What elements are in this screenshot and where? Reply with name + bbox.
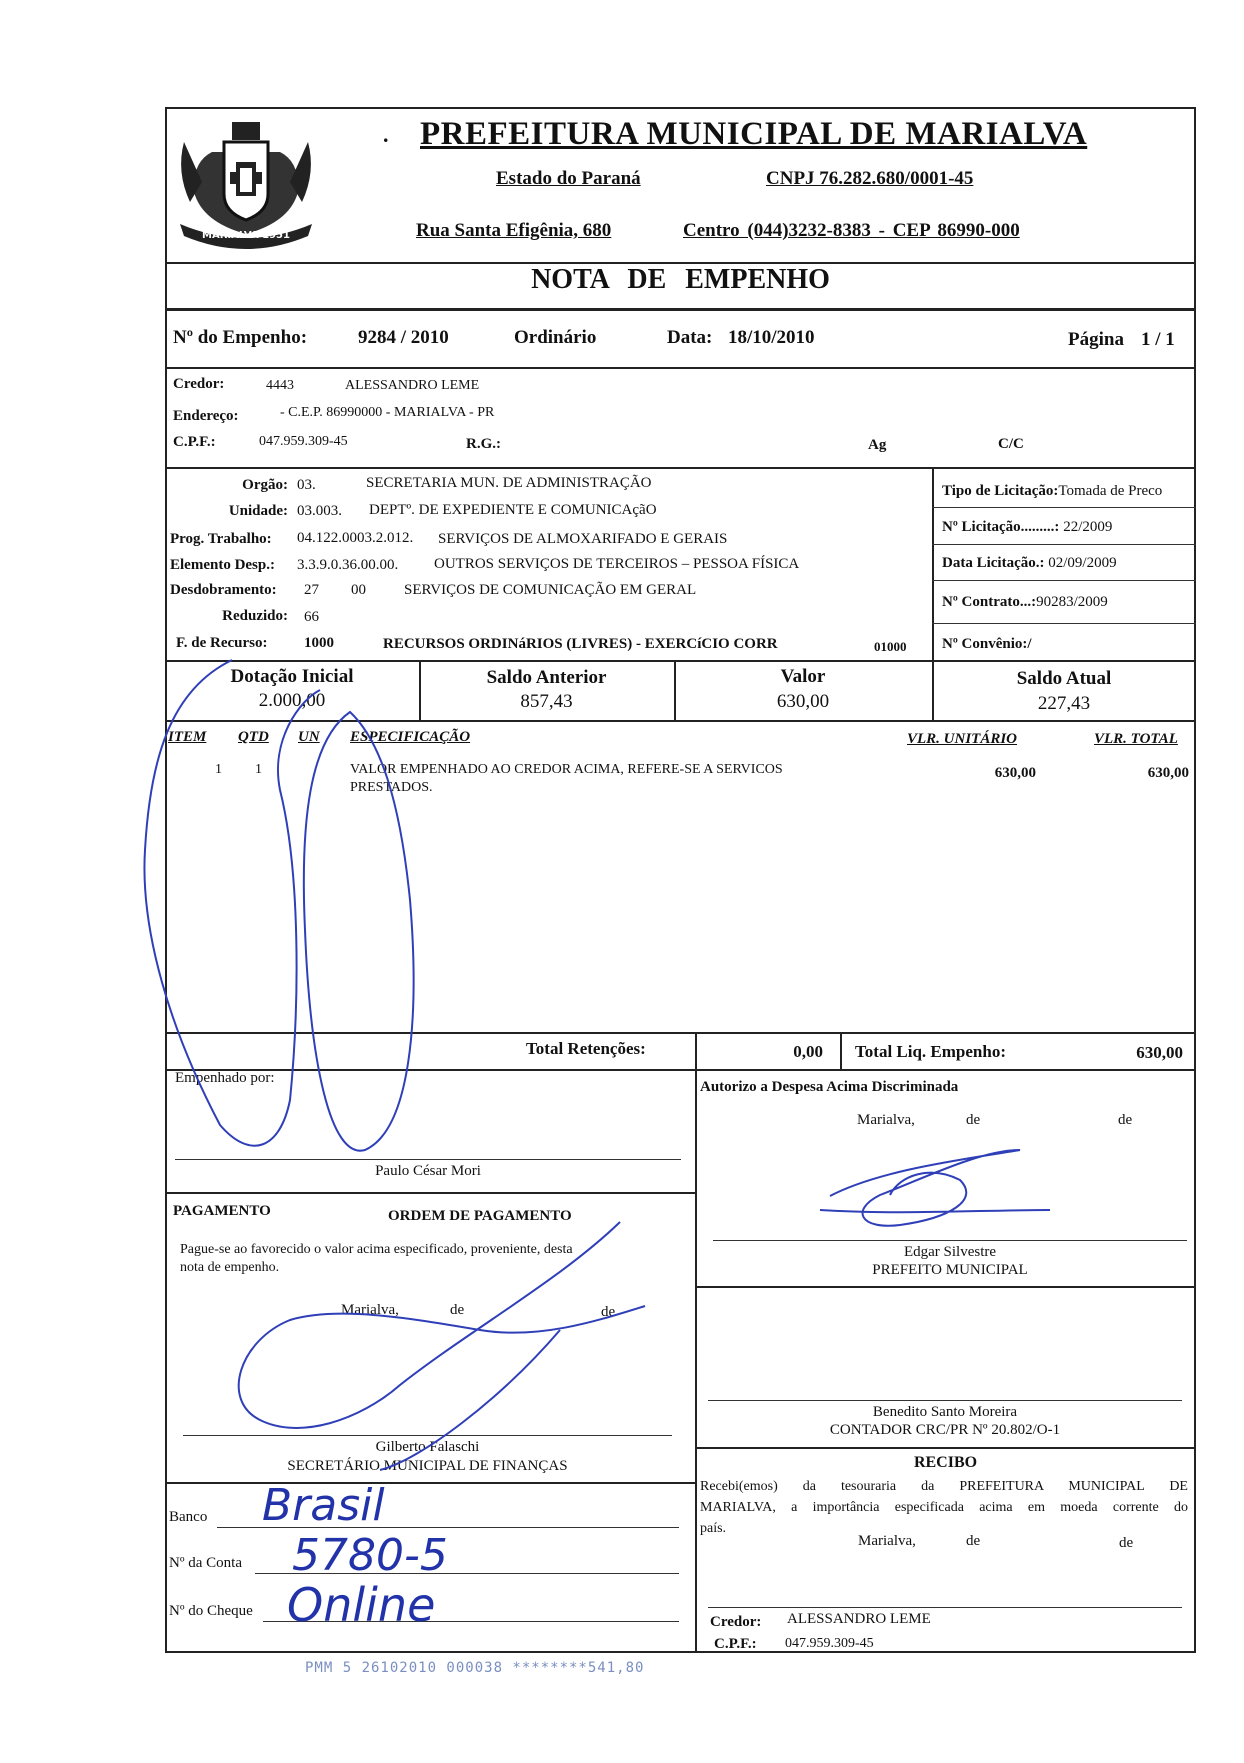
saldo-anterior-label: Saldo Anterior: [486, 667, 607, 688]
desdobramento-label: Desdobramento:: [170, 582, 277, 598]
saldo-atual-label: Saldo Atual: [1016, 668, 1112, 689]
municipality-title: PREFEITURA MUNICIPAL DE MARIALVA: [420, 116, 1088, 152]
page-number: 1 / 1: [1141, 329, 1175, 350]
contrato-label: Nº Contrato...:90283/2009: [942, 594, 1108, 610]
licitacao-date-label: Data Licitação.: 02/09/2009: [942, 555, 1117, 571]
retencoes-value: 0,00: [793, 1042, 823, 1061]
empenho-number-label: Nº do Empenho:: [173, 327, 308, 348]
reduzido-label: Reduzido:: [222, 608, 288, 624]
recibo-cpf-label: C.P.F.:: [714, 1636, 757, 1652]
empenho-type: Ordinário: [514, 327, 597, 348]
autorizo-de-2: de: [1118, 1112, 1133, 1128]
recurso-label: F. de Recurso:: [176, 635, 268, 651]
coat-of-arms-logo: [172, 112, 320, 254]
prog-trabalho-label: Prog. Trabalho:: [170, 531, 272, 547]
col-un-header: UN: [298, 729, 320, 745]
row-item: 1: [215, 762, 222, 777]
credor-name: ALESSANDRO LEME: [345, 378, 480, 393]
row-spec-line2: PRESTADOS.: [350, 780, 433, 795]
licitacao-number-label: Nº Licitação.........: 22/2009: [942, 519, 1113, 535]
col-item-header: ITEM: [168, 729, 207, 745]
empenho-number: 9284 / 2010: [358, 327, 449, 348]
empenho-date: 18/10/2010: [728, 327, 815, 348]
prefeito-name: Edgar Silvestre: [903, 1244, 997, 1260]
recurso-code: 1000: [304, 635, 334, 651]
coat-of-arms-icon: [172, 112, 320, 254]
banco-label: Banco: [169, 1509, 208, 1525]
col-total-header: VLR. TOTAL: [1094, 731, 1178, 747]
dotacao-label: Dotação Inicial: [230, 666, 354, 687]
credor-cpf: 047.959.309-45: [259, 434, 348, 449]
empenho-date-label: Data:: [667, 327, 713, 348]
contador-name: Benedito Santo Moreira: [872, 1404, 1018, 1420]
licitacao-date: 02/09/2009: [1048, 555, 1117, 571]
saldo-atual-value: 227,43: [1037, 693, 1091, 714]
pagamento-text-line2: nota de empenho.: [180, 1260, 280, 1275]
account-label: C/C: [998, 436, 1024, 452]
row-total-value: 630,00: [1147, 765, 1189, 781]
saldo-anterior-value: 857,43: [520, 691, 573, 712]
pagamento-label: PAGAMENTO: [173, 1203, 271, 1219]
valor-value: 630,00: [776, 691, 830, 712]
elemento-name: OUTROS SERVIÇOS DE TERCEIROS – PESSOA FÍSICA: [434, 556, 800, 572]
cpf-label: C.P.F.:: [173, 434, 216, 450]
recibo-credor-label: Credor:: [710, 1614, 762, 1630]
document-title: NOTA DE EMPENHO: [531, 264, 830, 295]
prog-trabalho-name: SERVIÇOS DE ALMOXARIFADO E GERAIS: [438, 531, 728, 547]
banco-handwritten: Brasil: [262, 1480, 385, 1531]
col-qtd-header: QTD: [238, 729, 269, 745]
orgao-code: 03.: [297, 477, 316, 493]
recurso-name: RECURSOS ORDINáRIOS (LIVRES) - EXERCíCIO CORR: [383, 636, 778, 652]
desdobramento-code: 27: [304, 582, 319, 598]
row-unit-value: 630,00: [994, 765, 1036, 781]
empenhado-por-label: Empenhado por:: [175, 1070, 275, 1086]
page-label: Página: [1068, 329, 1124, 350]
desdobramento-name: SERVIÇOS DE COMUNICAÇÃO EM GERAL: [404, 582, 697, 598]
cheque-handwritten: Online: [287, 1578, 436, 1632]
autorizo-label: Autorizo a Despesa Acima Discriminada: [700, 1079, 959, 1095]
conta-handwritten: 5780-5: [292, 1530, 448, 1581]
reduzido-value: 66: [304, 609, 319, 625]
prefeito-title: PREFEITO MUNICIPAL: [872, 1262, 1028, 1278]
row-qtd: 1: [255, 762, 262, 777]
rg-label: R.G.:: [466, 436, 501, 452]
empenhado-por-name: Paulo César Mori: [375, 1163, 481, 1179]
secretario-name: Gilberto Falaschi: [375, 1439, 480, 1455]
contact-info: Centro (044)3232-8383 - CEP 86990-000: [683, 220, 1020, 241]
col-spec-header: ESPECIFICAÇÃO: [350, 729, 471, 745]
dotacao-value: 2.000,00: [258, 690, 326, 711]
pagamento-text-line1: Pague-se ao favorecido o valor acima especificado, proveniente, desta: [180, 1242, 573, 1257]
agency-label: Ag: [868, 437, 887, 453]
ordem-pagamento-label: ORDEM DE PAGAMENTO: [388, 1208, 572, 1224]
orgao-name: SECRETARIA MUN. DE ADMINISTRAÇÃO: [366, 475, 652, 491]
licitacao-type: Tomada de Preco: [1058, 483, 1163, 499]
unidade-code: 03.003.: [297, 503, 342, 519]
unidade-label: Unidade:: [228, 503, 288, 519]
recibo-city: Marialva,: [858, 1533, 916, 1549]
state-name: Estado do Paraná: [496, 168, 641, 189]
conta-label: Nº da Conta: [169, 1555, 242, 1571]
retencoes-label: Total Retenções:: [526, 1039, 646, 1058]
credor-address: - C.E.P. 86990000 - MARIALVA - PR: [280, 405, 495, 420]
coat-of-arms-banner-text: MARIALVA 1951: [202, 230, 290, 241]
contrato-number: 90283/2009: [1036, 594, 1108, 610]
col-unit-header: VLR. UNITÁRIO: [907, 731, 1018, 747]
recibo-text-line1: Recebi(emos) da tesouraria da PREFEITURA MUNICIPAL DE: [700, 1479, 1188, 1494]
licitacao-type-label: Tipo de Licitação:Tomada de Preco: [942, 483, 1163, 499]
header-bullet: .: [383, 122, 389, 147]
elemento-code: 3.3.9.0.36.00.00.: [297, 557, 399, 573]
row-spec-line1: VALOR EMPENHADO AO CREDOR ACIMA, REFERE-SE A SERVICOS: [350, 762, 783, 777]
credor-label: Credor:: [173, 376, 225, 392]
liquido-label: Total Liq. Empenho:: [855, 1042, 1006, 1061]
pagamento-city: Marialva,: [341, 1302, 399, 1318]
authentication-stamp: PMM 5 26102010 000038 ********541,80: [305, 1660, 645, 1676]
pagamento-de-2: de: [601, 1304, 616, 1320]
street-address: Rua Santa Efigênia, 680: [416, 220, 612, 241]
contador-title: CONTADOR CRC/PR Nº 20.802/O-1: [829, 1422, 1061, 1438]
autorizo-city: Marialva,: [857, 1112, 915, 1128]
cnpj: CNPJ 76.282.680/0001-45: [766, 168, 974, 189]
unidade-name: DEPTº. DE EXPEDIENTE E COMUNICAçãO: [369, 502, 657, 518]
address-label: Endereço:: [173, 408, 239, 424]
recurso-extra: 01000: [874, 639, 907, 654]
recibo-de-1: de: [966, 1533, 981, 1549]
liquido-value: 630,00: [1136, 1043, 1183, 1062]
orgao-label: Orgão:: [242, 477, 288, 493]
credor-code: 4443: [266, 378, 294, 393]
secretario-title: SECRETÁRIO MUNICIPAL DE FINANÇAS: [287, 1458, 568, 1474]
recibo-credor-name: ALESSANDRO LEME: [787, 1611, 931, 1627]
convenio-label: Nº Convênio:/: [942, 636, 1032, 652]
recibo-text-line2: MARIALVA, a importância especificada acima em moeda corrente do: [700, 1500, 1188, 1515]
desdobramento-sub: 00: [351, 582, 366, 598]
prog-trabalho-code: 04.122.0003.2.012.: [297, 530, 414, 546]
valor-label: Valor: [780, 666, 826, 687]
elemento-label: Elemento Desp.:: [170, 557, 275, 573]
recibo-text-line3: país.: [700, 1521, 727, 1536]
cheque-label: Nº do Cheque: [169, 1603, 253, 1619]
recibo-cpf: 047.959.309-45: [785, 1636, 874, 1651]
recibo-label: RECIBO: [913, 1454, 978, 1471]
licitacao-number: 22/2009: [1063, 519, 1113, 535]
recibo-de-2: de: [1119, 1535, 1134, 1551]
pagamento-de-1: de: [450, 1302, 465, 1318]
autorizo-de-1: de: [966, 1112, 981, 1128]
